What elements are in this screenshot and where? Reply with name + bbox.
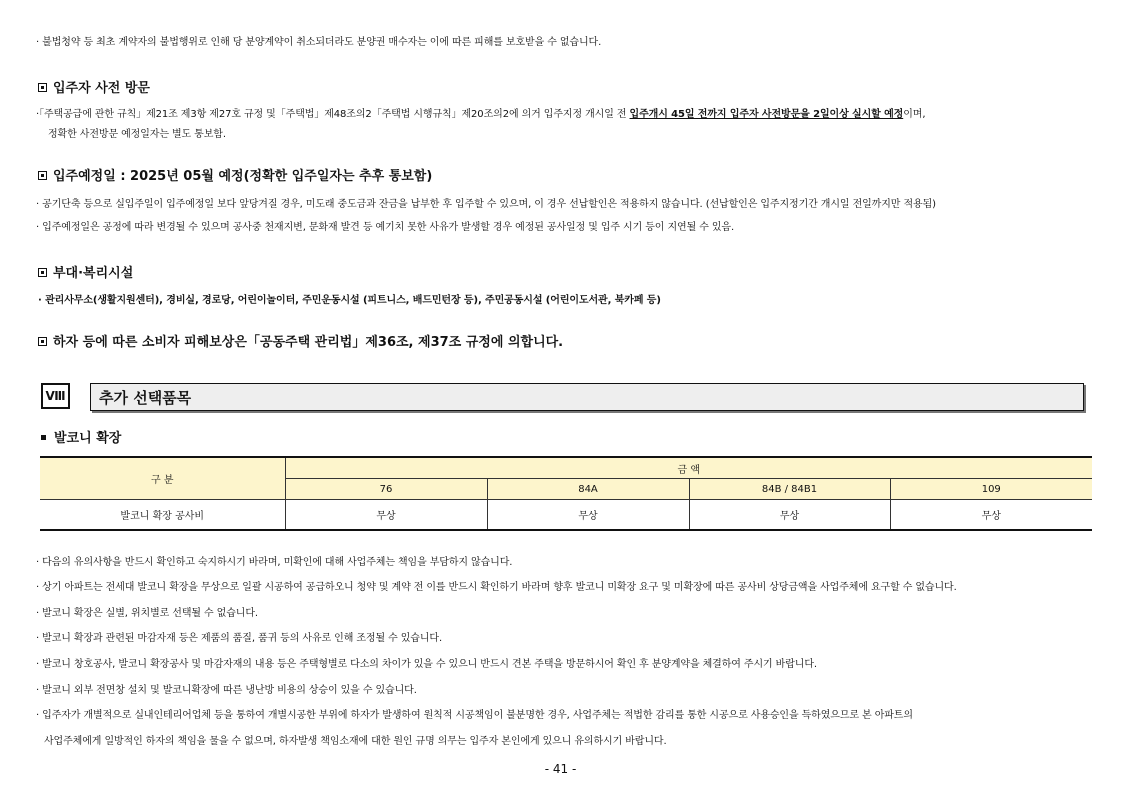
balcony-note: · 발코니 확장과 관련된 마감자재 등은 제품의 품질, 품귀 등의 사유로 인해 조정될 수 있습니다. [36,633,443,644]
type-header: 76 [285,479,487,500]
visit-heading: 입주자 사전 방문 [38,77,150,96]
table-row [40,500,1092,531]
price-cell: 무상 [689,500,890,531]
visit-emphasis: 입주개시 45일 전까지 입주자 사전방문을 2일이상 실시할 예정 [629,109,904,120]
square-bullet-icon [38,83,47,92]
type-header: 109 [890,479,1092,500]
table-header-row [40,457,1092,479]
balcony-note: · 발코니 외부 전면창 설치 및 발코니확장에 따른 냉난방 비용의 상승이 있을 수 있습니다. [36,685,417,696]
visit-note-line1: ·「주택공급에 관한 규칙」제21조 제3항 제27호 규정 및「주택법」제48조의2「주택법 시행규칙」제20조의2에 의거 입주지정 개시일 전 입주개시 45일 전까지 입주자 사전방문을 2일이상 실시할 예정이며, [36,109,926,120]
intro-note: · 불법청약 등 최초 계약자의 불법행위로 인해 당 분양계약이 취소되더라도 분양권 매수자는 이에 따른 피해를 보호받을 수 없습니다. [36,37,602,48]
section-number: Ⅷ [41,383,70,409]
move-in-note-2: · 입주예정일은 공정에 따라 변경될 수 있으며 공사중 천재지변, 문화재 발견 등 예기치 못한 사유가 발생할 경우 예정된 공사일정 및 입주 시기 등이 지연될 수 있음. [36,222,735,233]
facilities-heading: 부대·복리시설 [38,262,133,281]
balcony-note: · 발코니 창호공사, 발코니 확장공사 및 마감자재의 내용 등은 주택형별로 다소의 차이가 있을 수 있으니 반드시 견본 주택을 방문하시어 확인 후 분양계약을 체결하여 주시기 바랍니다. [36,659,818,670]
square-bullet-icon [38,337,47,346]
type-header: 84B / 84B1 [689,479,890,500]
facilities-list: · 관리사무소(생활지원센터), 경비실, 경로당, 어린이놀이터, 주민운동시설 (피트니스, 배드민턴장 등), 주민공동시설 (어린이도서관, 북카페 등) [38,295,661,306]
price-cell: 무상 [487,500,689,531]
small-square-bullet-icon [41,435,46,440]
visit-note-line2: 정확한 사전방문 예정일자는 별도 통보함. [48,129,226,140]
amount-header: 금 액 [285,457,1092,479]
square-bullet-icon [38,171,47,180]
balcony-note: · 상기 아파트는 전세대 발코니 확장을 무상으로 일괄 시공하여 공급하오니 청약 및 계약 전 이를 반드시 확인하기 바라며 향후 발코니 미확장 요구 및 미확장에 따른 공사비 상당금액을 사업주체에 요구할 수 없습니다. [36,582,957,593]
balcony-note: · 발코니 확장은 실별, 위치별로 선택될 수 없습니다. [36,608,258,619]
move-in-heading: 입주예정일 : 2025년 05월 예정(정확한 입주일자는 추후 통보함) [38,165,432,184]
defect-heading: 하자 등에 따른 소비자 피해보상은「공동주택 관리법」제36조, 제37조 규정에 의합니다. [38,331,563,350]
price-cell: 무상 [890,500,1092,531]
price-cell: 무상 [285,500,487,531]
balcony-price-table [40,456,1092,531]
page-number: - 41 - [544,762,577,776]
category-header: 구 분 [40,457,285,500]
balcony-note-continued: 사업주체에게 일방적인 하자의 책임을 물을 수 없으며, 하자발생 책임소재에 대한 원인 규명 의무는 입주자 본인에게 있으니 유의하시기 바랍니다. [44,736,667,747]
balcony-note: · 다음의 유의사항을 반드시 확인하고 숙지하시기 바라며, 미확인에 대해 사업주체는 책임을 부담하지 않습니다. [36,557,513,568]
section-title: 추가 선택품목 [90,383,1084,411]
type-header: 84A [487,479,689,500]
move-in-note-1: · 공기단축 등으로 실입주일이 입주예정일 보다 앞당겨질 경우, 미도래 중도금과 잔금을 납부한 후 입주할 수 있으며, 이 경우 선납할인은 적용하지 않습니다. (선납할인은 입주지정기간 개시일 전일까지만 적용됨) [36,199,936,210]
balcony-heading: 발코니 확장 [41,427,121,446]
balcony-note: · 입주자가 개별적으로 실내인테리어업체 등을 통하여 개별시공한 부위에 하자가 발생하여 원칙적 시공책임이 불분명한 경우, 사업주체는 적법한 감리를 통한 시공으로 사용승인을 득하였으므로 본 아파트의 [36,710,913,721]
row-label: 발코니 확장 공사비 [40,500,285,531]
square-bullet-icon [38,268,47,277]
